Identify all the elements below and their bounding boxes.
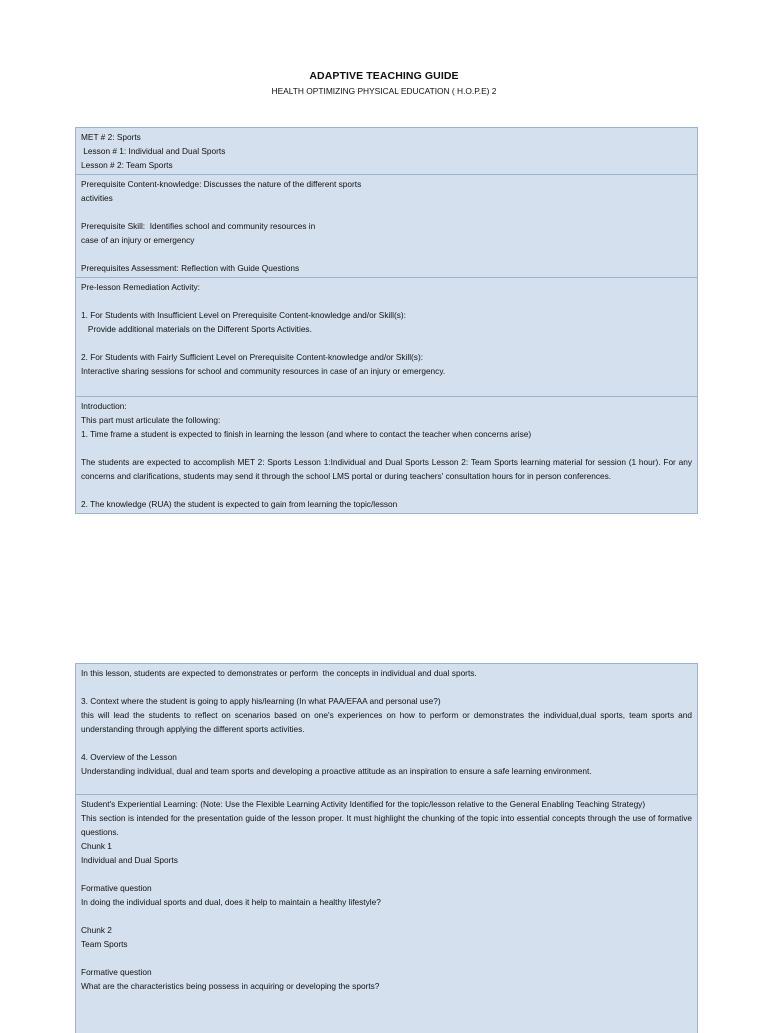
remediation-item-2-detail: Interactive sharing sessions for school and community resources in case of an injury or emergency. bbox=[81, 366, 446, 376]
document-title: ADAPTIVE TEACHING GUIDE bbox=[309, 70, 459, 82]
experiential-description: This section is intended for the presentation guide of the lesson proper. It must highlight the chunking of the topic into essential concepts through the use of formative questions. bbox=[81, 813, 692, 837]
lesson-table-bottom bbox=[75, 663, 698, 1033]
introduction-cell bbox=[76, 396, 697, 513]
lesson-table-top bbox=[75, 127, 698, 514]
experiential-cell bbox=[76, 794, 697, 1033]
remediation-item-1: 1. For Students with Insufficient Level on Prerequisite Content-knowledge and/or Skill(s): bbox=[81, 310, 406, 320]
document-subtitle: HEALTH OPTIMIZING PHYSICAL EDUCATION ( H.O.P.E) 2 bbox=[271, 86, 497, 96]
chunk-1-label: Chunk 1 bbox=[81, 841, 112, 851]
lesson-1-line: Lesson # 1: Individual and Dual Sports bbox=[81, 146, 226, 156]
prereq-content-line-2: activities bbox=[81, 193, 113, 203]
chunk-2-label: Chunk 2 bbox=[81, 925, 112, 935]
prereq-content-line: Prerequisite Content-knowledge: Discusses the nature of the different sports bbox=[81, 179, 362, 189]
introduction-title: Introduction: bbox=[81, 401, 127, 411]
lesson-expectation: In this lesson, students are expected to demonstrates or perform the concepts in individual and dual sports. bbox=[81, 668, 477, 678]
formative-question-1: In doing the individual sports and dual, does it help to maintain a healthy lifestyle? bbox=[81, 897, 381, 907]
overview-text: Understanding individual, dual and team sports and developing a proactive attitude as an inspiration to ensure a safe learning environment. bbox=[81, 766, 592, 776]
prereq-skill-line: Prerequisite Skill: Identifies school and community resources in bbox=[81, 221, 316, 231]
remediation-item-1-detail: Provide additional materials on the Different Sports Activities. bbox=[81, 324, 312, 334]
prerequisite-cell bbox=[76, 174, 697, 277]
context-paragraph: this will lead the students to reflect on scenarios based on one's experiences on how to perform or demonstrates the individual,dual sports, team sports and understanding through applying the different sports activities. bbox=[81, 710, 692, 734]
overview-heading: 4. Overview of the Lesson bbox=[81, 752, 177, 762]
remediation-item-2: 2. For Students with Fairly Sufficient Level on Prerequisite Content-knowledge and/or Skill(s): bbox=[81, 352, 424, 362]
experiential-note: Student's Experiential Learning: (Note: Use the Flexible Learning Activity Identified for the topic/lesson relative to the General Enabling Teaching Strategy) bbox=[81, 799, 646, 809]
remediation-cell bbox=[76, 277, 697, 396]
met-line: MET # 2: Sports bbox=[81, 132, 141, 142]
remediation-title: Pre-lesson Remediation Activity: bbox=[81, 282, 200, 292]
formative-question-2: What are the characteristics being possess in acquiring or developing the sports? bbox=[81, 981, 380, 991]
chunk-2-title: Team Sports bbox=[81, 939, 128, 949]
formative-question-2-label: Formative question bbox=[81, 967, 152, 977]
introduction-timeframe: 1. Time frame a student is expected to finish in learning the lesson (and where to contact the teacher when concerns arise) bbox=[81, 429, 532, 439]
formative-question-1-label: Formative question bbox=[81, 883, 152, 893]
introduction-paragraph: The students are expected to accomplish MET 2: Sports Lesson 1:Individual and Dual Sports Lesson 2: Team Sports learning material for session (1 hour). For any concerns and clarifications, students may send it through the school LMS portal or during teachers' consultation hours for in person conferences. bbox=[81, 457, 692, 481]
prereq-assessment-line: Prerequisites Assessment: Reflection with Guide Questions bbox=[81, 263, 300, 273]
lesson-context-cell bbox=[76, 664, 697, 794]
chunk-1-title: Individual and Dual Sports bbox=[81, 855, 178, 865]
met-cell bbox=[76, 128, 697, 174]
lesson-2-line: Lesson # 2: Team Sports bbox=[81, 160, 173, 170]
context-heading: 3. Context where the student is going to apply his/learning (In what PAA/EFAA and personal use?) bbox=[81, 696, 441, 706]
introduction-line: This part must articulate the following: bbox=[81, 415, 221, 425]
introduction-knowledge: 2. The knowledge (RUA) the student is expected to gain from learning the topic/lesson bbox=[81, 499, 398, 509]
prereq-skill-line-2: case of an injury or emergency bbox=[81, 235, 195, 245]
